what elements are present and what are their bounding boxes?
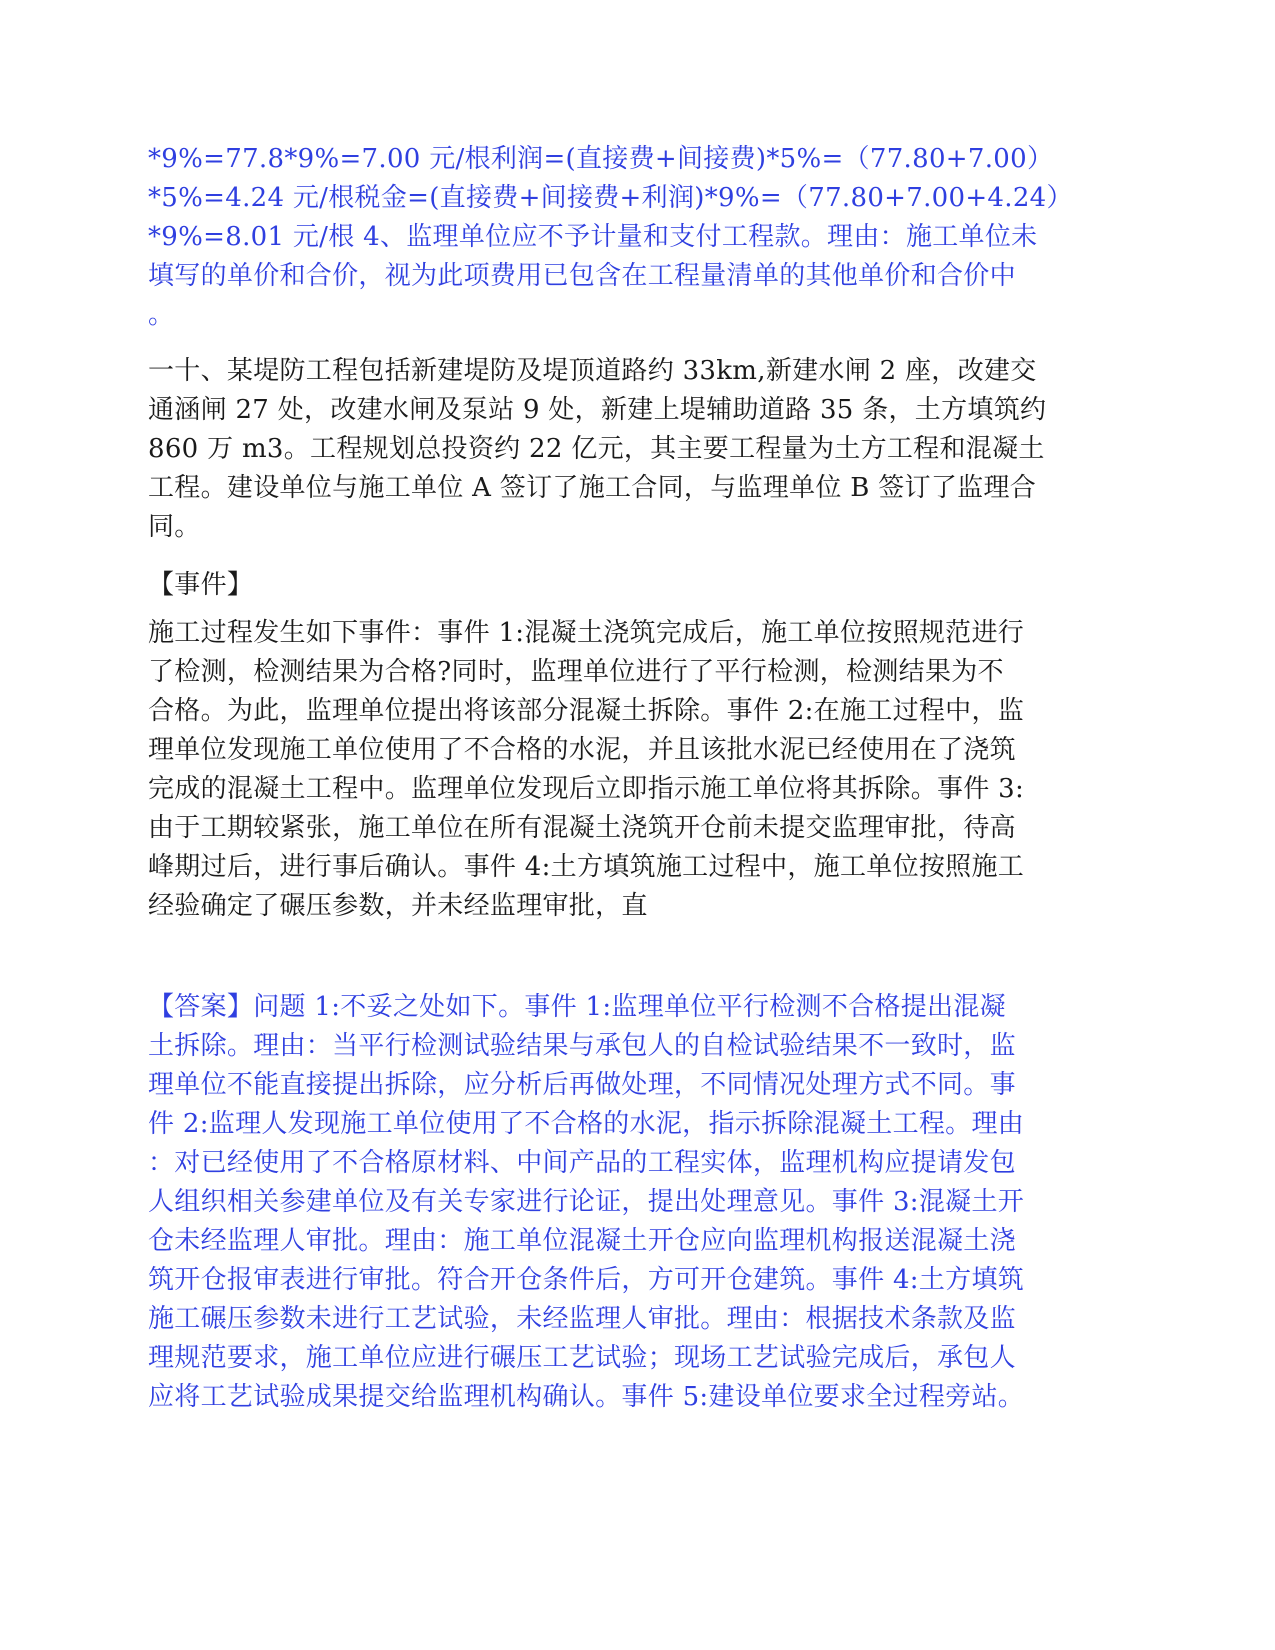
answer-continuation-paragraph [148, 140, 1118, 335]
answer-line: 人组织相关参建单位及有关专家进行论证，提出处理意见。事件 3:混凝土开 [148, 1187, 1025, 1217]
intro-line: 同。 [148, 512, 201, 542]
answer-top-line: 填写的单价和合价，视为此项费用已包含在工程量清单的其他单价和合价中 [148, 261, 1016, 291]
answer-line: 件 2:监理人发现施工单位使用了不合格的水泥，指示拆除混凝土工程。理由 [148, 1109, 1025, 1139]
answer-line: 仓未经监理人审批。理由：施工单位混凝土开仓应向监理机构报送混凝土浇 [148, 1226, 1016, 1256]
answer-top-line: *9%=8.01 元/根 4、监理单位应不予计量和支付工程款。理由：施工单位未 [148, 222, 1038, 252]
events-line: 施工过程发生如下事件：事件 1:混凝土浇筑完成后，施工单位按照规范进行 [148, 618, 1025, 648]
answer-line: 土拆除。理由：当平行检测试验结果与承包人的自检试验结果不一致时，监 [148, 1031, 1016, 1061]
intro-line: 一十、某堤防工程包括新建堤防及堤顶道路约 33km,新建水闸 2 座，改建交 [148, 356, 1037, 386]
answer-line: 理单位不能直接提出拆除，应分析后再做处理，不同情况处理方式不同。事 [148, 1070, 1016, 1100]
events-paragraph [148, 614, 1118, 926]
question-intro-paragraph [148, 352, 1118, 547]
events-line: 理单位发现施工单位使用了不合格的水泥，并且该批水泥已经使用在了浇筑 [148, 735, 1016, 765]
answer-top-line: *9%=77.8*9%=7.00 元/根利润=(直接费+间接费)*5%=（77.80+7.00） [148, 144, 1054, 174]
event-heading-text: 【事件】 [148, 570, 254, 600]
events-line: 合格。为此，监理单位提出将该部分混凝土拆除。事件 2:在施工过程中，监 [148, 696, 1025, 726]
events-line: 了检测，检测结果为合格?同时，监理单位进行了平行检测，检测结果为不 [148, 657, 1004, 687]
answer-top-line: 。 [148, 300, 175, 330]
intro-line: 工程。建设单位与施工单位 A 签订了施工合同，与监理单位 B 签订了监理合 [148, 473, 1037, 503]
answer-line: 理规范要求，施工单位应进行碾压工艺试验；现场工艺试验完成后，承包人 [148, 1343, 1016, 1373]
answer-line: 筑开仓报审表进行审批。符合开仓条件后，方可开仓建筑。事件 4:土方填筑 [148, 1265, 1025, 1295]
answer-line: 应将工艺试验成果提交给监理机构确认。事件 5:建设单位要求全过程旁站。 [148, 1382, 1025, 1412]
events-line: 完成的混凝土工程中。监理单位发现后立即指示施工单位将其拆除。事件 3: [148, 774, 1025, 804]
answer-line: ：对已经使用了不合格原材料、中间产品的工程实体，监理机构应提请发包 [148, 1148, 1016, 1178]
answer-line: 【答案】问题 1:不妥之处如下。事件 1:监理单位平行检测不合格提出混凝 [148, 992, 1006, 1022]
answer-top-line: *5%=4.24 元/根税金=(直接费+间接费+利润)*9%=（77.80+7.00+4.24） [148, 183, 1073, 213]
events-line: 由于工期较紧张，施工单位在所有混凝土浇筑开仓前未提交监理审批，待高 [148, 813, 1016, 843]
intro-line: 通涵闸 27 处，改建水闸及泵站 9 处，新建上堤辅助道路 35 条，土方填筑约 [148, 395, 1047, 425]
answer-paragraph [148, 988, 1118, 1417]
answer-line: 施工碾压参数未进行工艺试验，未经监理人审批。理由：根据技术条款及监 [148, 1304, 1016, 1334]
events-line: 经验确定了碾压参数，并未经监理审批，直 [148, 891, 648, 921]
intro-line: 860 万 m3。工程规划总投资约 22 亿元，其主要工程量为土方工程和混凝土 [148, 434, 1045, 464]
event-section-heading [148, 566, 1118, 605]
events-line: 峰期过后，进行事后确认。事件 4:土方填筑施工过程中，施工单位按照施工 [148, 852, 1025, 882]
